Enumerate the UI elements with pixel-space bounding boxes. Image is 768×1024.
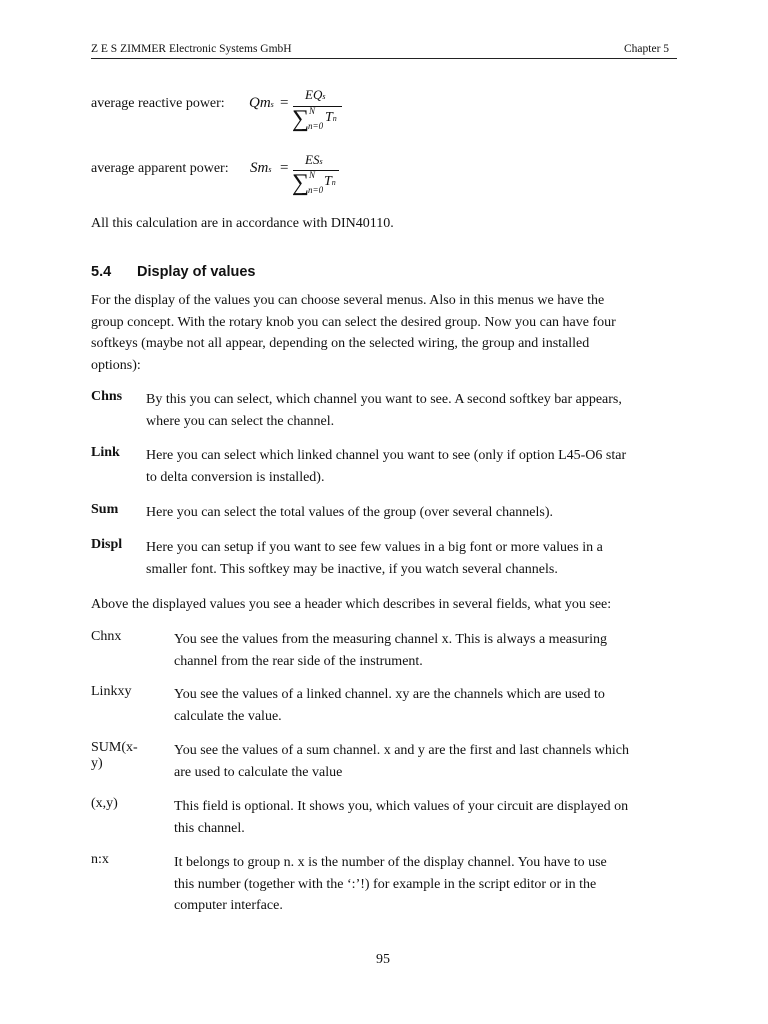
sum-symbol: ∑ [292, 106, 310, 132]
sum-symbol: ∑ [292, 170, 310, 196]
field-term: SUM(x-y) [91, 740, 138, 771]
description-line: computer interface. [174, 898, 283, 913]
section-title: Display of values [137, 264, 256, 280]
formula-label: average reactive power: [91, 96, 225, 111]
field-description [174, 740, 629, 783]
field-description [174, 684, 605, 727]
intro-line: For the display of the values you can choose several menus. Also in this menus we have the [91, 293, 605, 308]
description-line: It belongs to group n. x is the number of the display channel. You have to use [174, 855, 607, 870]
field-term: (x,y) [91, 796, 118, 811]
intro-line: group concept. With the rotary knob you can select the desired group. Now you can have four [91, 314, 616, 330]
description-line: this channel. [174, 820, 245, 836]
formula-den-main: T [324, 174, 332, 189]
page-number: 95 [376, 952, 390, 967]
description-line: are used to calculate the value [174, 764, 343, 780]
section-number: 5.4 [91, 264, 112, 280]
softkey-term: Sum [91, 502, 119, 517]
formula-denominator [324, 174, 336, 190]
formula-lhs-sub: s [268, 165, 272, 174]
description-line: to delta conversion is installed). [146, 469, 325, 485]
header-divider [91, 58, 677, 59]
softkey-term: Link [91, 445, 120, 460]
formula-numerator [305, 87, 325, 103]
softkey-term: Chns [91, 389, 123, 404]
description-line: You see the values of a sum channel. x and y are the first and last channels which [174, 743, 630, 758]
formula-lhs-sub: s [270, 100, 274, 109]
din-sentence: All this calculation are in accordance with DIN40110. [91, 216, 394, 231]
description-line: Here you can select the total values of the group (over several channels). [146, 505, 553, 520]
formula-label: average apparent power: [91, 161, 229, 176]
softkey-description [146, 389, 622, 432]
formula-num-sub: s [319, 157, 323, 166]
field-term: Chnx [91, 629, 122, 644]
header-fields-intro: Above the displayed values you see a header which describes in several fields, what you see: [91, 597, 612, 612]
softkey-description [146, 537, 603, 580]
description-line: This field is optional. It shows you, which values of your circuit are displayed on [174, 799, 629, 814]
description-line: Here you can select which linked channel you want to see (only if option L45-O6 star [146, 448, 627, 463]
field-term: n:x [91, 852, 109, 867]
formula-lhs [250, 160, 271, 177]
description-line: where you can select the channel. [146, 413, 335, 429]
formula-equals: = [280, 160, 289, 176]
sum-lower-limit: n=0 [308, 185, 324, 195]
intro-paragraph [91, 290, 691, 376]
formula-den-sub: n [332, 114, 337, 123]
formula-num-sub: s [322, 92, 326, 101]
intro-line: options): [91, 357, 141, 373]
sum-upper-limit: N [309, 106, 316, 116]
header-chapter: Chapter 5 [624, 43, 670, 55]
sum-upper-limit: N [309, 170, 316, 180]
description-line: You see the values of a linked channel. xy are the channels which are used to [174, 687, 605, 702]
field-description [174, 629, 607, 672]
description-line: Here you can setup if you want to see few values in a big font or more values in a [146, 540, 603, 555]
field-description [174, 796, 628, 839]
formula-den-sub: n [331, 178, 336, 187]
formula-num-main: ES [305, 152, 320, 167]
softkey-term: Displ [91, 537, 123, 552]
sum-lower-limit: n=0 [308, 121, 324, 131]
intro-line: softkeys (maybe not all appear, depending on the selected wiring, the group and installed [91, 336, 590, 351]
formula-lhs [249, 95, 274, 112]
softkey-description [146, 502, 553, 524]
formula-den-main: T [325, 110, 333, 125]
description-line: smaller font. This softkey may be inactive, if you watch several channels. [146, 561, 558, 577]
softkey-description [146, 445, 626, 488]
field-description [174, 852, 607, 917]
description-line: calculate the value. [174, 708, 282, 724]
description-line: this number (together with the ‘:’!) for example in the script editor or in the [174, 876, 597, 892]
formula-numerator [305, 152, 323, 168]
field-term: Linkxy [91, 684, 132, 699]
formula-equals: = [280, 95, 289, 111]
header-company: Z E S ZIMMER Electronic Systems GmbH [91, 43, 292, 55]
formula-lhs-main: Sm [250, 160, 269, 176]
formula-num-main: EQ [305, 87, 323, 102]
formula-lhs-main: Qm [249, 95, 271, 111]
formula-denominator [325, 110, 337, 126]
description-line: By this you can select, which channel you want to see. A second softkey bar appears, [146, 392, 622, 407]
description-line: You see the values from the measuring channel x. This is always a measuring [174, 632, 608, 647]
description-line: channel from the rear side of the instrument. [174, 653, 423, 669]
